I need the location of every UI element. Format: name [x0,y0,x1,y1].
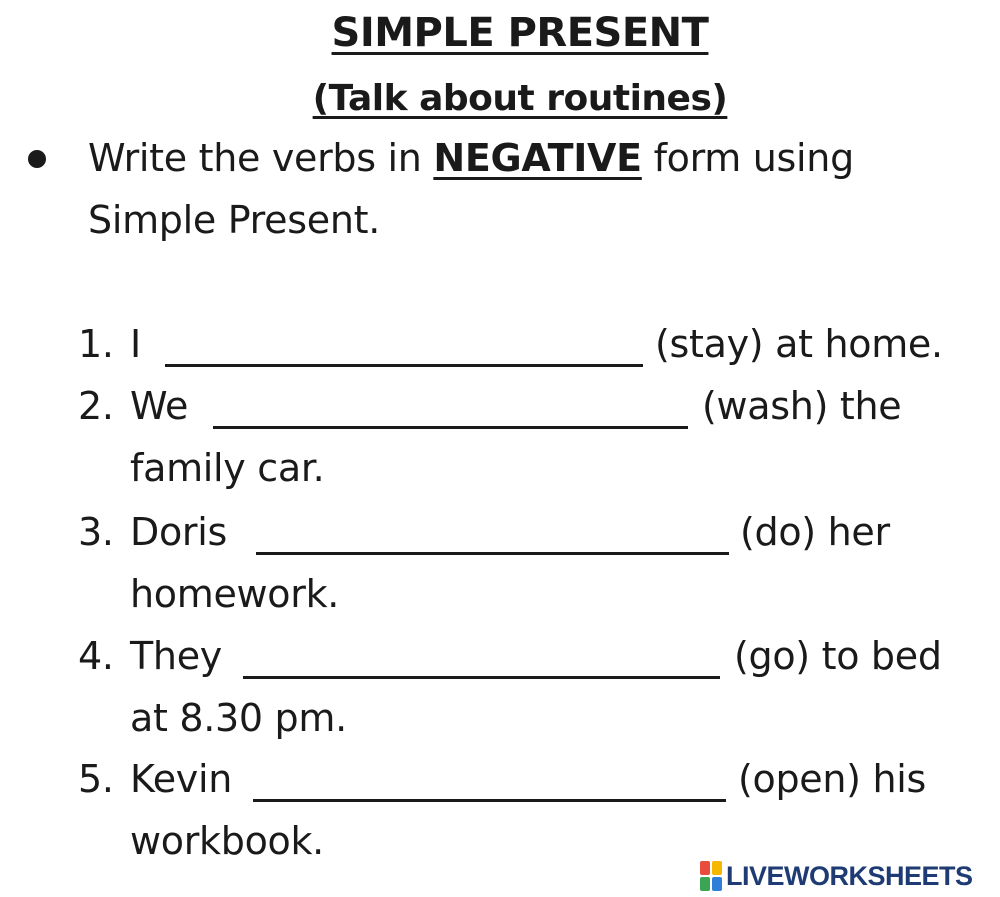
page-subtitle: (Talk about routines) [312,78,728,119]
instruction-text-after: form using [653,136,854,180]
exercise-3-continuation: homework. [130,572,340,616]
logo-square-3 [700,877,710,891]
exercise-2-subject: We [130,384,189,428]
exercise-1-tail: (stay) at home. [655,322,943,366]
instruction-text-before: Write the verbs in [88,136,422,180]
page-title: SIMPLE PRESENT [331,10,709,56]
exercise-5-subject: Kevin [130,757,233,801]
exercise-4-subject: They [130,634,222,678]
exercise-4-answer-blank[interactable] [243,676,720,679]
exercise-5-answer-blank[interactable] [253,799,726,802]
exercise-4-continuation: at 8.30 pm. [130,696,347,740]
logo-square-4 [712,877,722,891]
exercise-3-tail: (do) her [740,510,890,554]
exercise-1-number: 1. [78,322,114,366]
exercise-3-answer-blank[interactable] [256,552,729,555]
exercise-2-tail: (wash) the [702,384,902,428]
logo-square-2 [712,861,722,875]
liveworksheets-logo-icon [700,861,722,891]
exercise-3-subject: Doris [130,510,227,554]
exercise-5-continuation: workbook. [130,819,324,863]
exercise-4-tail: (go) to bed [734,634,942,678]
exercise-2-number: 2. [78,384,114,428]
exercise-1-subject: I [130,322,141,366]
exercise-4-number: 4. [78,634,114,678]
exercise-3-number: 3. [78,510,114,554]
exercise-2-answer-blank[interactable] [213,426,688,429]
exercise-5-tail: (open) his [738,757,927,801]
instruction-line-1 [88,136,854,180]
brand-name: LIVEWORKSHEETS [726,860,973,891]
exercise-5-number: 5. [78,757,114,801]
exercise-1-answer-blank[interactable] [165,364,643,367]
instruction-line-2: Simple Present. [88,198,380,242]
instruction-emphasis: NEGATIVE [433,136,642,180]
exercise-2-continuation: family car. [130,446,325,490]
bullet-dot [28,150,46,168]
liveworksheets-brand [700,858,973,894]
logo-square-1 [700,861,710,875]
